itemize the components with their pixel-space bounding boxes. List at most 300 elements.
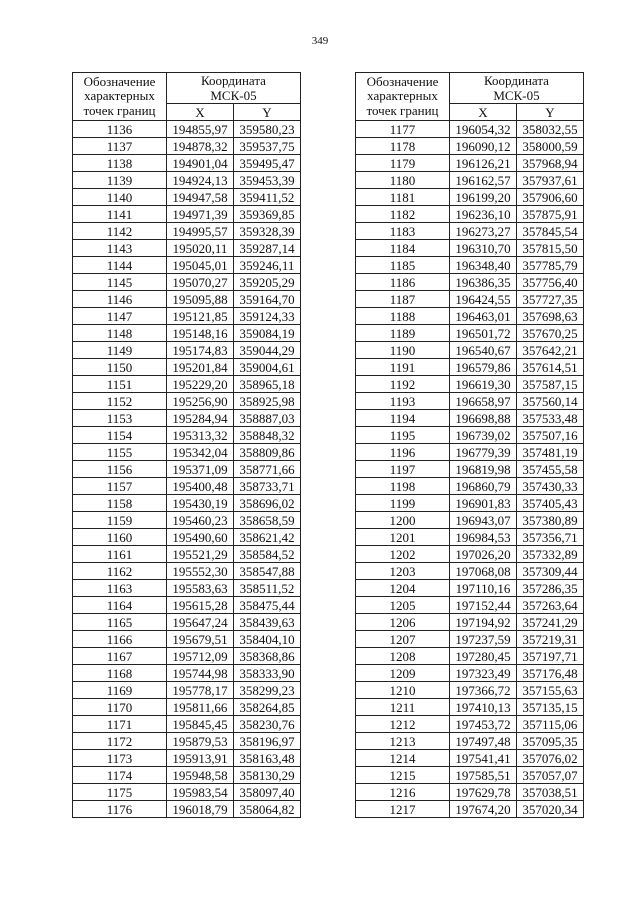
table-row <box>73 784 301 801</box>
point-number: 1138 <box>73 155 167 172</box>
y-value: 357875,91 <box>517 206 584 223</box>
y-value: 358887,03 <box>234 410 301 427</box>
x-value: 195229,20 <box>167 376 234 393</box>
point-number: 1158 <box>73 495 167 512</box>
x-value: 196090,12 <box>450 138 517 155</box>
point-number: 1166 <box>73 631 167 648</box>
x-value: 196386,35 <box>450 274 517 291</box>
x-value: 194971,39 <box>167 206 234 223</box>
point-number: 1197 <box>356 461 450 478</box>
point-number: 1211 <box>356 699 450 716</box>
point-number: 1194 <box>356 410 450 427</box>
y-value: 357815,50 <box>517 240 584 257</box>
y-value: 359287,14 <box>234 240 301 257</box>
x-value: 195400,48 <box>167 478 234 495</box>
y-value: 357845,54 <box>517 223 584 240</box>
point-number: 1179 <box>356 155 450 172</box>
table-row <box>356 325 584 342</box>
table-row <box>73 546 301 563</box>
table-row <box>356 699 584 716</box>
point-number: 1200 <box>356 512 450 529</box>
designation-line2: характерных <box>84 88 155 104</box>
coordinate-header <box>167 73 301 104</box>
y-value: 358097,40 <box>234 784 301 801</box>
x-value: 197585,51 <box>450 767 517 784</box>
x-value: 197453,72 <box>450 716 517 733</box>
coordinate-line2: МСК-05 <box>493 88 540 103</box>
y-value: 357785,79 <box>517 257 584 274</box>
y-value: 358264,85 <box>234 699 301 716</box>
coordinates-table-left <box>72 72 301 818</box>
table-row <box>356 716 584 733</box>
table-row <box>356 359 584 376</box>
table-row <box>356 733 584 750</box>
table-row <box>73 512 301 529</box>
x-value: 194855,97 <box>167 121 234 138</box>
point-number: 1148 <box>73 325 167 342</box>
x-value: 195284,94 <box>167 410 234 427</box>
x-value: 195983,54 <box>167 784 234 801</box>
table-row <box>73 427 301 444</box>
x-value: 195615,28 <box>167 597 234 614</box>
x-value: 196943,07 <box>450 512 517 529</box>
y-value: 357176,48 <box>517 665 584 682</box>
table-row <box>73 682 301 699</box>
table-row <box>356 665 584 682</box>
x-value: 195845,45 <box>167 716 234 733</box>
table-row <box>356 427 584 444</box>
y-value: 358621,42 <box>234 529 301 546</box>
point-number: 1205 <box>356 597 450 614</box>
y-value: 357430,33 <box>517 478 584 495</box>
point-number: 1157 <box>73 478 167 495</box>
table-row <box>73 461 301 478</box>
point-number: 1180 <box>356 172 450 189</box>
y-value: 357937,61 <box>517 172 584 189</box>
table-row <box>356 495 584 512</box>
y-header: Y <box>517 104 584 121</box>
y-value: 357587,15 <box>517 376 584 393</box>
designation-line1: Обозначение <box>83 73 156 89</box>
y-value: 357135,15 <box>517 699 584 716</box>
x-value: 197280,45 <box>450 648 517 665</box>
y-value: 357698,63 <box>517 308 584 325</box>
table-row <box>356 274 584 291</box>
x-value: 195430,19 <box>167 495 234 512</box>
point-number: 1144 <box>73 257 167 274</box>
x-value: 196424,55 <box>450 291 517 308</box>
y-value: 359537,75 <box>234 138 301 155</box>
point-number: 1156 <box>73 461 167 478</box>
y-value: 357481,19 <box>517 444 584 461</box>
x-value: 196819,98 <box>450 461 517 478</box>
table-row <box>73 716 301 733</box>
y-value: 359004,61 <box>234 359 301 376</box>
y-value: 358404,10 <box>234 631 301 648</box>
table-row <box>356 376 584 393</box>
y-value: 357560,14 <box>517 393 584 410</box>
y-value: 358064,82 <box>234 801 301 818</box>
point-number: 1177 <box>356 121 450 138</box>
x-value: 197629,78 <box>450 784 517 801</box>
y-value: 357756,40 <box>517 274 584 291</box>
table-row <box>356 121 584 138</box>
y-value: 357155,63 <box>517 682 584 699</box>
y-value: 359580,23 <box>234 121 301 138</box>
x-value: 196018,79 <box>167 801 234 818</box>
y-value: 358733,71 <box>234 478 301 495</box>
table-row <box>73 257 301 274</box>
point-number: 1137 <box>73 138 167 155</box>
y-value: 357038,51 <box>517 784 584 801</box>
point-number: 1198 <box>356 478 450 495</box>
point-number: 1208 <box>356 648 450 665</box>
table-row <box>73 308 301 325</box>
table-row <box>356 546 584 563</box>
point-number: 1149 <box>73 342 167 359</box>
table-row <box>356 155 584 172</box>
y-value: 358965,18 <box>234 376 301 393</box>
x-header: X <box>167 104 234 121</box>
table-row <box>356 478 584 495</box>
table-row <box>73 801 301 818</box>
point-number: 1187 <box>356 291 450 308</box>
table-row <box>356 631 584 648</box>
y-header: Y <box>234 104 301 121</box>
table-row <box>73 665 301 682</box>
y-value: 358658,59 <box>234 512 301 529</box>
x-value: 196658,97 <box>450 393 517 410</box>
x-value: 195778,17 <box>167 682 234 699</box>
y-value: 357642,21 <box>517 342 584 359</box>
table-row <box>73 291 301 308</box>
y-value: 358032,55 <box>517 121 584 138</box>
table-row <box>356 393 584 410</box>
x-value: 194901,04 <box>167 155 234 172</box>
point-number: 1176 <box>73 801 167 818</box>
table-row <box>356 410 584 427</box>
y-value: 357057,07 <box>517 767 584 784</box>
designation-line3: точек границ <box>366 102 439 118</box>
x-value: 197068,08 <box>450 563 517 580</box>
designation-header <box>356 73 450 121</box>
y-value: 357968,94 <box>517 155 584 172</box>
coordinate-line1: Координата <box>484 73 549 88</box>
y-value: 359124,33 <box>234 308 301 325</box>
table-row <box>356 308 584 325</box>
point-number: 1182 <box>356 206 450 223</box>
x-value: 196901,83 <box>450 495 517 512</box>
point-number: 1141 <box>73 206 167 223</box>
y-value: 359411,52 <box>234 189 301 206</box>
x-value: 197194,92 <box>450 614 517 631</box>
page-number: 349 <box>311 35 329 47</box>
x-value: 196698,88 <box>450 410 517 427</box>
point-number: 1145 <box>73 274 167 291</box>
point-number: 1193 <box>356 393 450 410</box>
x-value: 195521,29 <box>167 546 234 563</box>
point-number: 1216 <box>356 784 450 801</box>
y-value: 359164,70 <box>234 291 301 308</box>
point-number: 1161 <box>73 546 167 563</box>
y-value: 358000,59 <box>517 138 584 155</box>
table-row <box>73 563 301 580</box>
table-row <box>73 478 301 495</box>
x-value: 196540,67 <box>450 342 517 359</box>
point-number: 1173 <box>73 750 167 767</box>
table-row <box>73 342 301 359</box>
table-row <box>73 699 301 716</box>
table-row <box>73 274 301 291</box>
y-value: 357241,29 <box>517 614 584 631</box>
table-row <box>73 172 301 189</box>
y-value: 357455,58 <box>517 461 584 478</box>
point-number: 1189 <box>356 325 450 342</box>
x-value: 196054,32 <box>450 121 517 138</box>
table-row <box>356 563 584 580</box>
y-value: 357286,35 <box>517 580 584 597</box>
x-value: 195811,66 <box>167 699 234 716</box>
x-value: 196860,79 <box>450 478 517 495</box>
designation-line1: Обозначение <box>366 73 439 89</box>
point-number: 1209 <box>356 665 450 682</box>
point-number: 1201 <box>356 529 450 546</box>
table-row <box>73 138 301 155</box>
x-value: 197026,20 <box>450 546 517 563</box>
table-body-right <box>356 121 584 818</box>
y-value: 357020,34 <box>517 801 584 818</box>
x-value: 195174,83 <box>167 342 234 359</box>
y-value: 357507,16 <box>517 427 584 444</box>
y-value: 358299,23 <box>234 682 301 699</box>
table-row <box>73 189 301 206</box>
y-value: 358439,63 <box>234 614 301 631</box>
y-value: 359453,39 <box>234 172 301 189</box>
x-value: 196463,01 <box>450 308 517 325</box>
coordinates-table-right <box>355 72 584 818</box>
table-row <box>73 767 301 784</box>
point-number: 1175 <box>73 784 167 801</box>
x-value: 195342,04 <box>167 444 234 461</box>
x-value: 195490,60 <box>167 529 234 546</box>
x-value: 195020,11 <box>167 240 234 257</box>
x-value: 196348,40 <box>450 257 517 274</box>
point-number: 1172 <box>73 733 167 750</box>
x-value: 196579,86 <box>450 359 517 376</box>
y-value: 359495,47 <box>234 155 301 172</box>
table-row <box>356 512 584 529</box>
point-number: 1217 <box>356 801 450 818</box>
point-number: 1203 <box>356 563 450 580</box>
point-number: 1207 <box>356 631 450 648</box>
point-number: 1164 <box>73 597 167 614</box>
table-row <box>73 206 301 223</box>
point-number: 1167 <box>73 648 167 665</box>
x-value: 196126,21 <box>450 155 517 172</box>
y-value: 357095,35 <box>517 733 584 750</box>
x-value: 195879,53 <box>167 733 234 750</box>
table-row <box>73 240 301 257</box>
x-value: 196739,02 <box>450 427 517 444</box>
x-value: 195744,98 <box>167 665 234 682</box>
point-number: 1212 <box>356 716 450 733</box>
table-row <box>356 529 584 546</box>
x-value: 195948,58 <box>167 767 234 784</box>
table-row <box>73 529 301 546</box>
table-row <box>73 444 301 461</box>
y-value: 358696,02 <box>234 495 301 512</box>
x-value: 197674,20 <box>450 801 517 818</box>
table-row <box>356 784 584 801</box>
table-row <box>356 461 584 478</box>
y-value: 357614,51 <box>517 359 584 376</box>
table-row <box>356 172 584 189</box>
x-header: X <box>450 104 517 121</box>
x-value: 197410,13 <box>450 699 517 716</box>
table-row <box>73 580 301 597</box>
point-number: 1171 <box>73 716 167 733</box>
point-number: 1154 <box>73 427 167 444</box>
y-value: 359205,29 <box>234 274 301 291</box>
x-value: 195371,09 <box>167 461 234 478</box>
table-row <box>73 359 301 376</box>
x-value: 194947,58 <box>167 189 234 206</box>
x-value: 195070,27 <box>167 274 234 291</box>
y-value: 358130,29 <box>234 767 301 784</box>
x-value: 197541,41 <box>450 750 517 767</box>
table-row <box>356 138 584 155</box>
x-value: 197152,44 <box>450 597 517 614</box>
y-value: 359369,85 <box>234 206 301 223</box>
y-value: 359246,11 <box>234 257 301 274</box>
point-number: 1160 <box>73 529 167 546</box>
table-row <box>73 376 301 393</box>
y-value: 357727,35 <box>517 291 584 308</box>
table-row <box>356 597 584 614</box>
x-value: 197237,59 <box>450 631 517 648</box>
point-number: 1206 <box>356 614 450 631</box>
point-number: 1146 <box>73 291 167 308</box>
y-value: 358771,66 <box>234 461 301 478</box>
x-value: 196236,10 <box>450 206 517 223</box>
table-row <box>73 410 301 427</box>
x-value: 195095,88 <box>167 291 234 308</box>
x-value: 195045,01 <box>167 257 234 274</box>
x-value: 196273,27 <box>450 223 517 240</box>
x-value: 196779,39 <box>450 444 517 461</box>
y-value: 357309,44 <box>517 563 584 580</box>
x-value: 195913,91 <box>167 750 234 767</box>
y-value: 357533,48 <box>517 410 584 427</box>
table-row <box>356 240 584 257</box>
x-value: 195121,85 <box>167 308 234 325</box>
y-value: 357405,43 <box>517 495 584 512</box>
x-value: 195647,24 <box>167 614 234 631</box>
point-number: 1151 <box>73 376 167 393</box>
point-number: 1188 <box>356 308 450 325</box>
y-value: 358511,52 <box>234 580 301 597</box>
y-value: 357380,89 <box>517 512 584 529</box>
y-value: 357356,71 <box>517 529 584 546</box>
point-number: 1168 <box>73 665 167 682</box>
x-value: 195712,09 <box>167 648 234 665</box>
point-number: 1165 <box>73 614 167 631</box>
point-number: 1170 <box>73 699 167 716</box>
point-number: 1152 <box>73 393 167 410</box>
x-value: 195460,23 <box>167 512 234 529</box>
point-number: 1204 <box>356 580 450 597</box>
table-row <box>73 733 301 750</box>
point-number: 1196 <box>356 444 450 461</box>
point-number: 1184 <box>356 240 450 257</box>
x-value: 197323,49 <box>450 665 517 682</box>
y-value: 359084,19 <box>234 325 301 342</box>
designation-line2: характерных <box>367 88 438 104</box>
x-value: 195552,30 <box>167 563 234 580</box>
y-value: 357906,60 <box>517 189 584 206</box>
coordinate-line2: МСК-05 <box>210 88 257 103</box>
point-number: 1183 <box>356 223 450 240</box>
point-number: 1202 <box>356 546 450 563</box>
y-value: 358475,44 <box>234 597 301 614</box>
y-value: 358925,98 <box>234 393 301 410</box>
point-number: 1214 <box>356 750 450 767</box>
table-row <box>73 393 301 410</box>
point-number: 1199 <box>356 495 450 512</box>
table-row <box>356 648 584 665</box>
y-value: 357219,31 <box>517 631 584 648</box>
y-value: 358848,32 <box>234 427 301 444</box>
point-number: 1186 <box>356 274 450 291</box>
table-row <box>73 648 301 665</box>
table-row <box>73 121 301 138</box>
table-row <box>356 614 584 631</box>
point-number: 1150 <box>73 359 167 376</box>
y-value: 358163,48 <box>234 750 301 767</box>
table-row <box>356 767 584 784</box>
table-row <box>73 495 301 512</box>
y-value: 357115,06 <box>517 716 584 733</box>
x-value: 195201,84 <box>167 359 234 376</box>
x-value: 197497,48 <box>450 733 517 750</box>
point-number: 1162 <box>73 563 167 580</box>
point-number: 1153 <box>73 410 167 427</box>
point-number: 1147 <box>73 308 167 325</box>
table-row <box>356 682 584 699</box>
x-value: 194878,32 <box>167 138 234 155</box>
table-row <box>356 223 584 240</box>
x-value: 195313,32 <box>167 427 234 444</box>
designation-header <box>73 73 167 121</box>
y-value: 357197,71 <box>517 648 584 665</box>
y-value: 359328,39 <box>234 223 301 240</box>
point-number: 1213 <box>356 733 450 750</box>
table-row <box>73 223 301 240</box>
coordinate-header <box>450 73 584 104</box>
point-number: 1185 <box>356 257 450 274</box>
point-number: 1163 <box>73 580 167 597</box>
table-row <box>356 580 584 597</box>
y-value: 358547,88 <box>234 563 301 580</box>
point-number: 1195 <box>356 427 450 444</box>
x-value: 196619,30 <box>450 376 517 393</box>
point-number: 1192 <box>356 376 450 393</box>
y-value: 357670,25 <box>517 325 584 342</box>
table-row <box>356 342 584 359</box>
x-value: 194995,57 <box>167 223 234 240</box>
y-value: 359044,29 <box>234 342 301 359</box>
table-row <box>356 257 584 274</box>
